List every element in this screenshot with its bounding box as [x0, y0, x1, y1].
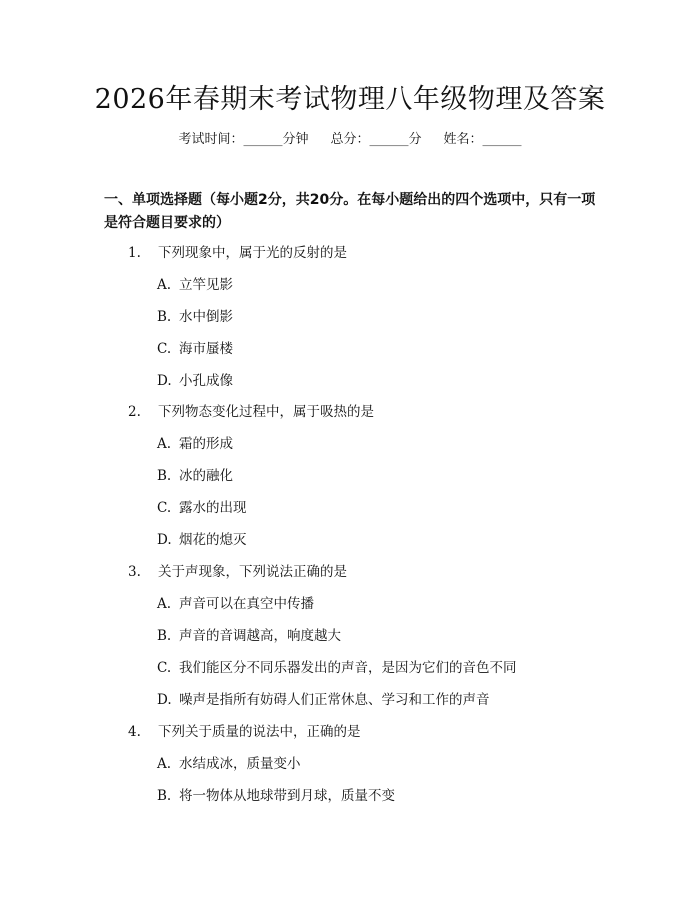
question-3-option-b	[157, 626, 341, 646]
option-text: 露水的出现	[179, 500, 247, 516]
option-letter: B.	[157, 468, 172, 484]
question-1-option-a	[157, 275, 233, 295]
option-letter: A.	[157, 277, 172, 293]
question-1-option-c	[157, 339, 233, 359]
question-text: 下列关于质量的说法中，正确的是	[158, 724, 361, 740]
question-4-option-a	[157, 754, 301, 774]
option-text: 霜的形成	[179, 436, 233, 452]
question-3-option-c	[157, 658, 517, 678]
option-text: 我们能区分不同乐器发出的声音，是因为它们的音色不同	[179, 660, 517, 676]
question-2-option-a	[157, 434, 233, 454]
question-1	[128, 243, 347, 263]
question-number: 2.	[128, 404, 141, 420]
question-3	[128, 562, 347, 582]
option-text: 噪声是指所有妨碍人们正常休息、学习和工作的声音	[179, 692, 490, 708]
option-text: 烟花的熄灭	[179, 532, 247, 548]
option-letter: A.	[157, 756, 172, 772]
question-text: 下列现象中，属于光的反射的是	[158, 245, 347, 261]
option-letter: A.	[157, 596, 172, 612]
question-3-option-a	[157, 594, 314, 614]
question-number: 1.	[128, 245, 141, 261]
option-text: 立竿见影	[179, 277, 233, 293]
question-2-option-c	[157, 498, 247, 518]
option-text: 水结成冰，质量变小	[179, 756, 301, 772]
question-2-option-d	[157, 530, 247, 550]
question-text: 关于声现象，下列说法正确的是	[158, 564, 347, 580]
option-letter: C.	[157, 660, 172, 676]
option-letter: B.	[157, 788, 172, 804]
question-text: 下列物态变化过程中，属于吸热的是	[158, 404, 374, 420]
total-score-field: 总分：______分	[330, 132, 422, 147]
exam-time-field: 考试时间：______分钟	[178, 132, 309, 147]
question-number: 4.	[128, 724, 141, 740]
option-text: 小孔成像	[179, 373, 233, 389]
option-letter: D.	[157, 692, 172, 708]
exam-meta	[0, 130, 700, 150]
option-text: 海市蜃楼	[179, 341, 233, 357]
question-1-option-d	[157, 371, 233, 391]
question-3-option-d	[157, 690, 490, 710]
option-letter: B.	[157, 628, 172, 644]
option-letter: B.	[157, 309, 172, 325]
option-letter: D.	[157, 373, 172, 389]
student-name-field: 姓名：______	[443, 132, 522, 147]
question-2-option-b	[157, 466, 233, 486]
question-4	[128, 722, 361, 742]
question-4-option-b	[157, 786, 395, 806]
section-heading-single-choice: 一、单项选择题（每小题2分，共20分。在每小题给出的四个选项中，只有一项是符合题目要求的）	[104, 192, 596, 231]
option-letter: A.	[157, 436, 172, 452]
option-text: 声音可以在真空中传播	[179, 596, 314, 612]
option-letter: C.	[157, 341, 172, 357]
option-letter: D.	[157, 532, 172, 548]
option-letter: C.	[157, 500, 172, 516]
question-number: 3.	[128, 564, 141, 580]
option-text: 冰的融化	[179, 468, 233, 484]
question-1-option-b	[157, 307, 233, 327]
page-title: 2026年春期末考试物理八年级物理及答案	[94, 84, 606, 115]
question-2	[128, 402, 374, 422]
option-text: 将一物体从地球带到月球，质量不变	[179, 788, 395, 804]
option-text: 水中倒影	[179, 309, 233, 325]
option-text: 声音的音调越高，响度越大	[179, 628, 341, 644]
